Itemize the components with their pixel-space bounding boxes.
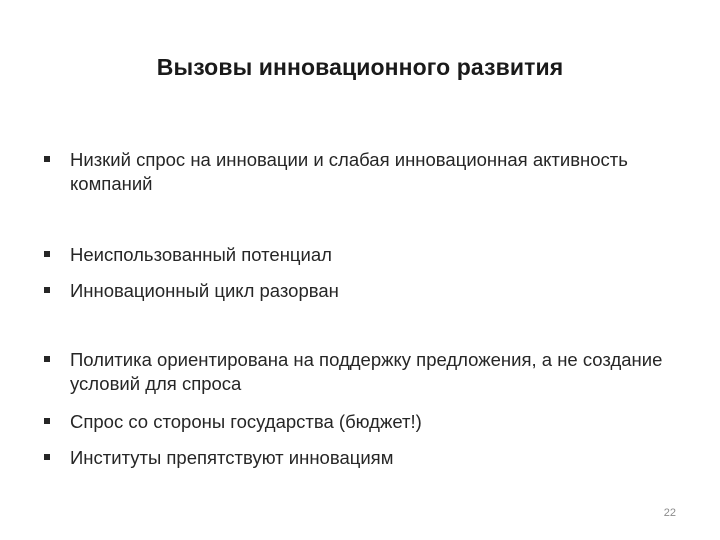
bullet-item — [44, 243, 664, 267]
bullet-item — [44, 148, 664, 196]
square-bullet-icon — [44, 356, 50, 362]
bullet-text: Низкий спрос на инновации и слабая инновационная активность компаний — [70, 149, 628, 194]
bullet-item — [44, 279, 664, 303]
square-bullet-icon — [44, 287, 50, 293]
square-bullet-icon — [44, 251, 50, 257]
bullet-text: Институты препятствуют инновациям — [70, 447, 394, 468]
square-bullet-icon — [44, 454, 50, 460]
bullet-text: Спрос со стороны государства (бюджет!) — [70, 411, 422, 432]
slide-title: Вызовы инновационного развития — [156, 54, 564, 80]
bullet-text: Политика ориентирована на поддержку предложения, а не создание условий для спроса — [70, 349, 663, 394]
square-bullet-icon — [44, 418, 50, 424]
bullet-text: Неиспользованный потенциал — [70, 244, 332, 265]
bullet-item — [44, 446, 664, 470]
page-number: 22 — [663, 507, 676, 519]
bullet-item — [44, 348, 664, 396]
square-bullet-icon — [44, 156, 50, 162]
bullet-item — [44, 410, 664, 434]
bullet-text: Инновационный цикл разорван — [70, 280, 339, 301]
